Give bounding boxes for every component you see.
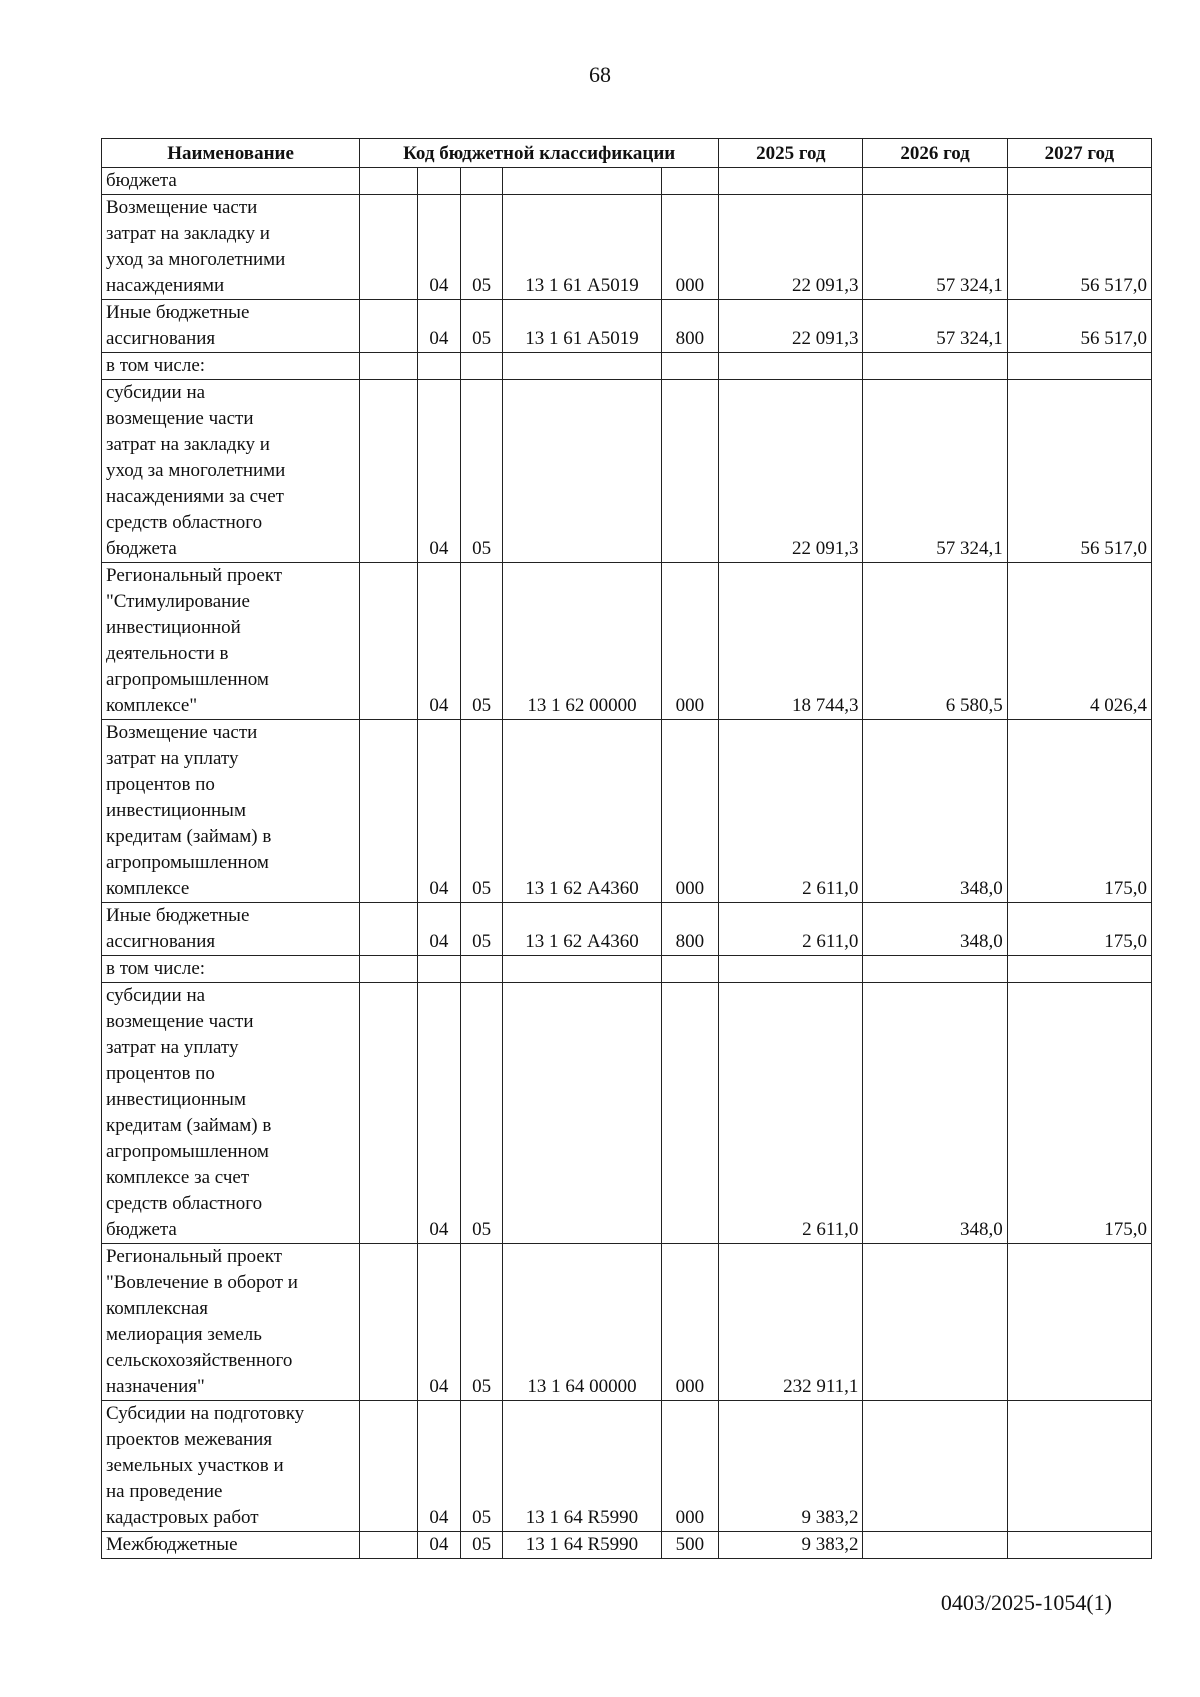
row-code-expense-type (661, 956, 719, 983)
header-2025: 2025 год (719, 139, 863, 168)
row-code-target: 13 1 64 R5990 (503, 1532, 661, 1559)
row-code-1 (360, 720, 417, 903)
row-code-target: 13 1 64 00000 (503, 1244, 661, 1401)
row-code-expense-type: 500 (661, 1532, 719, 1559)
row-code-target: 13 1 62 А4360 (503, 720, 661, 903)
table-header-row (102, 139, 1152, 168)
row-code-section: 04 (417, 903, 460, 956)
row-code-expense-type: 800 (661, 903, 719, 956)
row-value-2026: 6 580,5 (863, 563, 1007, 720)
row-code-subsection (461, 956, 503, 983)
row-code-section: 04 (417, 300, 460, 353)
row-code-section: 04 (417, 1532, 460, 1559)
row-value-2025 (719, 168, 863, 195)
row-name: Возмещение части затрат на закладку и уход за многолетними насаждениями (102, 195, 360, 300)
row-code-1 (360, 956, 417, 983)
row-code-expense-type: 000 (661, 1244, 719, 1401)
header-2027: 2027 год (1007, 139, 1151, 168)
row-code-section: 04 (417, 1401, 460, 1532)
row-value-2027 (1007, 353, 1151, 380)
table-row (102, 353, 1152, 380)
table-row (102, 380, 1152, 563)
row-code-subsection (461, 168, 503, 195)
row-name: Субсидии на подготовку проектов межевания земельных участков и на проведение кадастровых работ (102, 1401, 360, 1532)
row-value-2026: 348,0 (863, 903, 1007, 956)
row-code-expense-type: 800 (661, 300, 719, 353)
row-code-1 (360, 1244, 417, 1401)
row-code-subsection: 05 (461, 195, 503, 300)
row-code-section: 04 (417, 195, 460, 300)
row-value-2025: 2 611,0 (719, 903, 863, 956)
row-code-target: 13 1 61 А5019 (503, 300, 661, 353)
row-value-2026: 57 324,1 (863, 300, 1007, 353)
row-value-2025: 9 383,2 (719, 1401, 863, 1532)
row-value-2027: 4 026,4 (1007, 563, 1151, 720)
row-value-2027: 175,0 (1007, 720, 1151, 903)
row-code-target (503, 380, 661, 563)
row-code-section (417, 168, 460, 195)
row-code-1 (360, 983, 417, 1244)
row-code-section: 04 (417, 380, 460, 563)
row-code-1 (360, 380, 417, 563)
row-name: в том числе: (102, 353, 360, 380)
row-code-subsection: 05 (461, 1532, 503, 1559)
row-code-section (417, 353, 460, 380)
row-code-subsection: 05 (461, 983, 503, 1244)
table-row (102, 720, 1152, 903)
row-code-1 (360, 1401, 417, 1532)
table-row (102, 983, 1152, 1244)
row-name: Возмещение части затрат на уплату процентов по инвестиционным кредитам (займам) в агропромышленном комплексе (102, 720, 360, 903)
row-value-2025: 22 091,3 (719, 300, 863, 353)
header-code: Код бюджетной классификации (360, 139, 719, 168)
row-value-2026 (863, 168, 1007, 195)
document-id: 0403/2025-1054(1) (940, 1590, 1112, 1615)
row-code-1 (360, 903, 417, 956)
row-name: в том числе: (102, 956, 360, 983)
row-code-subsection (461, 353, 503, 380)
row-value-2026 (863, 1244, 1007, 1401)
row-value-2026: 348,0 (863, 720, 1007, 903)
row-value-2027 (1007, 1244, 1151, 1401)
row-code-target: 13 1 61 А5019 (503, 195, 661, 300)
row-code-subsection: 05 (461, 300, 503, 353)
row-value-2027: 56 517,0 (1007, 300, 1151, 353)
row-code-1 (360, 353, 417, 380)
row-value-2027 (1007, 1401, 1151, 1532)
table-row (102, 1244, 1152, 1401)
row-value-2027: 56 517,0 (1007, 380, 1151, 563)
table-row (102, 956, 1152, 983)
row-code-section: 04 (417, 563, 460, 720)
row-code-expense-type (661, 353, 719, 380)
row-value-2026: 57 324,1 (863, 195, 1007, 300)
table-row (102, 168, 1152, 195)
budget-table (101, 138, 1152, 1559)
row-value-2027 (1007, 168, 1151, 195)
row-code-expense-type: 000 (661, 563, 719, 720)
row-code-subsection: 05 (461, 720, 503, 903)
row-name: субсидии на возмещение части затрат на закладку и уход за многолетними насаждениями за счет средств областного бюджета (102, 380, 360, 563)
row-value-2027: 56 517,0 (1007, 195, 1151, 300)
row-value-2026: 348,0 (863, 983, 1007, 1244)
row-value-2027 (1007, 956, 1151, 983)
page-number: 68 (589, 62, 611, 87)
row-code-section: 04 (417, 720, 460, 903)
row-code-target (503, 956, 661, 983)
row-value-2026 (863, 1401, 1007, 1532)
row-code-subsection: 05 (461, 1244, 503, 1401)
row-name: Иные бюджетные ассигнования (102, 300, 360, 353)
row-code-1 (360, 563, 417, 720)
row-code-1 (360, 300, 417, 353)
row-value-2026 (863, 1532, 1007, 1559)
row-code-expense-type: 000 (661, 720, 719, 903)
table-row (102, 903, 1152, 956)
row-code-expense-type (661, 380, 719, 563)
row-name: Межбюджетные (102, 1532, 360, 1559)
row-name: субсидии на возмещение части затрат на уплату процентов по инвестиционным кредитам (займам) в агропромышленном комплексе за счет средств областного бюджета (102, 983, 360, 1244)
table-row (102, 300, 1152, 353)
row-code-target: 13 1 64 R5990 (503, 1401, 661, 1532)
row-code-section: 04 (417, 1244, 460, 1401)
row-code-expense-type: 000 (661, 1401, 719, 1532)
row-value-2025 (719, 353, 863, 380)
row-code-expense-type (661, 168, 719, 195)
row-value-2025: 9 383,2 (719, 1532, 863, 1559)
row-value-2027: 175,0 (1007, 983, 1151, 1244)
row-value-2025: 22 091,3 (719, 380, 863, 563)
row-code-subsection: 05 (461, 563, 503, 720)
row-code-expense-type: 000 (661, 195, 719, 300)
table-row (102, 563, 1152, 720)
row-value-2027: 175,0 (1007, 903, 1151, 956)
row-value-2026: 57 324,1 (863, 380, 1007, 563)
table-body (102, 168, 1152, 1559)
row-name: Региональный проект "Стимулирование инвестиционной деятельности в агропромышленном комплексе" (102, 563, 360, 720)
row-code-target: 13 1 62 А4360 (503, 903, 661, 956)
table-row (102, 195, 1152, 300)
row-value-2025: 2 611,0 (719, 720, 863, 903)
row-code-1 (360, 1532, 417, 1559)
row-value-2025: 22 091,3 (719, 195, 863, 300)
row-code-target (503, 983, 661, 1244)
table-row (102, 1532, 1152, 1559)
row-name: Иные бюджетные ассигнования (102, 903, 360, 956)
row-code-target (503, 353, 661, 380)
row-value-2027 (1007, 1532, 1151, 1559)
header-2026: 2026 год (863, 139, 1007, 168)
table-row (102, 1401, 1152, 1532)
row-code-target (503, 168, 661, 195)
row-code-1 (360, 168, 417, 195)
row-name: Региональный проект "Вовлечение в оборот и комплексная мелиорация земель сельскохозяйственного назначения" (102, 1244, 360, 1401)
row-name: бюджета (102, 168, 360, 195)
row-value-2026 (863, 956, 1007, 983)
row-value-2025: 232 911,1 (719, 1244, 863, 1401)
row-value-2025: 2 611,0 (719, 983, 863, 1244)
header-name: Наименование (102, 139, 360, 168)
row-code-subsection: 05 (461, 903, 503, 956)
row-code-subsection: 05 (461, 380, 503, 563)
row-value-2025: 18 744,3 (719, 563, 863, 720)
row-value-2025 (719, 956, 863, 983)
row-code-target: 13 1 62 00000 (503, 563, 661, 720)
row-code-subsection: 05 (461, 1401, 503, 1532)
row-code-1 (360, 195, 417, 300)
row-value-2026 (863, 353, 1007, 380)
row-code-expense-type (661, 983, 719, 1244)
row-code-section (417, 956, 460, 983)
row-code-section: 04 (417, 983, 460, 1244)
